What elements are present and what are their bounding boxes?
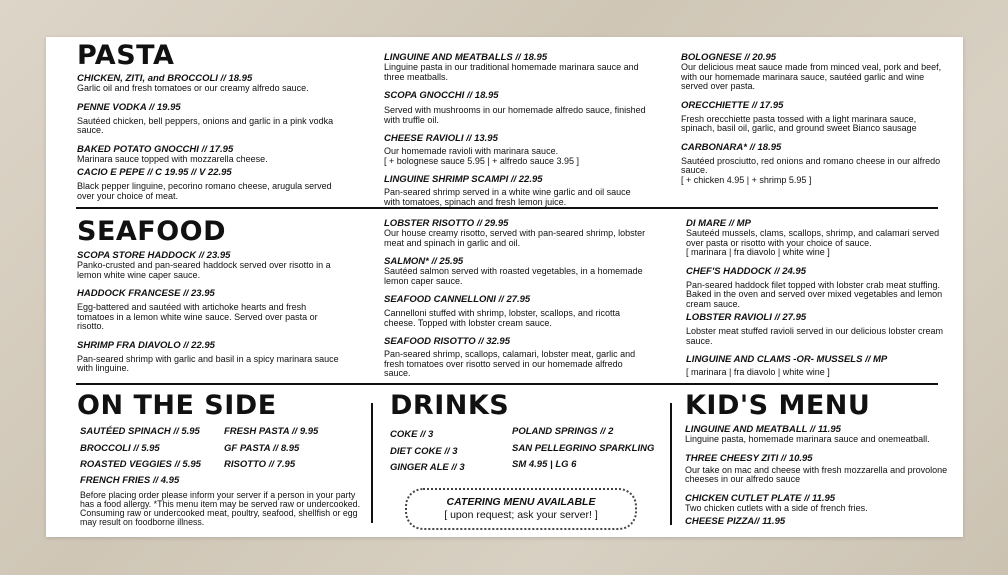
drink-item: COKE // 3 <box>390 429 434 440</box>
menu-item-name: SEAFOOD CANNELLONI // 27.95 <box>384 294 531 305</box>
side-item: GF PASTA // 8.95 <box>224 443 300 454</box>
divider <box>76 383 938 385</box>
drink-item: SM 4.95 | LG 6 <box>512 459 577 470</box>
menu-item-desc: Our homemade ravioli with marinara sauce. <box>384 146 559 156</box>
menu-item-desc: Fresh orecchiette pasta tossed with a light marinara sauce, spinach, basil oil, garlic, and ground sweet Bianco sausage <box>681 113 917 133</box>
menu-item-desc: Pan-seared shrimp served in a white wine garlic and oil sauce with tomatoes, spinach and fresh lemon juice. <box>384 187 631 207</box>
menu-item-name: THREE CHEESY ZITI // 10.95 <box>685 452 813 464</box>
side-item: ROASTED VEGGIES // 5.95 <box>80 459 201 470</box>
menu-item-name: CACIO E PEPE // C 19.95 // V 22.95 <box>77 167 232 178</box>
kids-title: KID'S MENU <box>685 390 871 421</box>
menu-item-desc: Marinara sauce topped with mozzarella cheese. <box>77 153 268 164</box>
drink-item: DIET COKE // 3 <box>390 446 458 457</box>
menu-item-name: BOLOGNESE // 20.95 <box>681 52 777 63</box>
menu-item-extra: [ + bolognese sauce 5.95 | + alfredo sauce 3.95 ] <box>384 155 579 166</box>
menu-item-desc: Pan-seared shrimp with garlic and basil in a spicy marinara sauce with linguine. <box>77 353 339 373</box>
drinks-title: DRINKS <box>390 390 510 421</box>
menu-item-name: LOBSTER RISOTTO // 29.95 <box>384 218 509 229</box>
menu-item-extra: [ + chicken 4.95 | + shrimp 5.95 ] <box>681 174 812 185</box>
menu-item-name: LOBSTER RAVIOLI // 27.95 <box>686 312 807 323</box>
menu-board <box>46 37 963 537</box>
menu-item-name: LINGUINE AND MEATBALLS // 18.95 <box>384 52 548 63</box>
menu-item-name: LINGUINE AND CLAMS -OR- MUSSELS // MP <box>686 354 888 365</box>
menu-item-name: CHICKEN, ZITI, and BROCCOLI // 18.95 <box>77 73 253 84</box>
menu-item-desc: Cannelloni stuffed with shrimp, lobster, scallops, and ricotta cheese. Topped with lobster cream sauce. <box>384 308 620 328</box>
menu-item-name: SALMON* // 25.95 <box>384 256 464 267</box>
side-item: FRENCH FRIES // 4.95 <box>80 475 180 486</box>
side-title: ON THE SIDE <box>77 390 277 421</box>
menu-item-name: LINGUINE AND MEATBALL // 11.95 <box>685 424 841 435</box>
menu-item-name: CHEF'S HADDOCK // 24.95 <box>686 265 806 277</box>
menu-item-desc: Garlic oil and fresh tomatoes or our creamy alfredo sauce. <box>77 83 309 93</box>
menu-item-name: SHRIMP FRA DIAVOLO // 22.95 <box>77 339 215 351</box>
menu-item-desc: Black pepper linguine, pecorino romano cheese, arugula served over your choice of meat. <box>77 181 332 201</box>
menu-item-desc: Linguine pasta, homemade marinara sauce and onemeatball. <box>685 434 930 444</box>
menu-item-desc: Served with mushrooms in our homemade alfredo sauce, finished with truffle oil. <box>384 105 646 125</box>
menu-item-desc: Panko-crusted and pan-seared haddock served over risotto in a lemon white wine caper sauce. <box>77 260 331 280</box>
seafood-column-2 <box>384 218 646 382</box>
menu-item-desc: Lobster meat stuffed ravioli served in our delicious lobster cream sauce. <box>686 326 943 346</box>
menu-item-desc: Linguine pasta in our traditional homemade marinara sauce and three meatballs. <box>384 62 639 82</box>
menu-item-name: SCOPA GNOCCHI // 18.95 <box>384 90 499 101</box>
side-item: BROCCOLI // 5.95 <box>80 443 160 454</box>
allergy-note: Before placing order please inform your server if a person in your party has a food allergy. *This menu item may be served raw or undercooked. Consuming raw or undercooked meat, poultry, seafood, shellfish or egg may result on foodborne illness. <box>80 490 361 527</box>
side-item: FRESH PASTA // 9.95 <box>224 426 319 437</box>
menu-item-name: CHEESE PIZZA// 11.95 <box>685 516 786 527</box>
menu-item-desc: Sautéed prosciutto, red onions and romano cheese in our alfredo sauce. <box>681 155 941 175</box>
menu-item-desc: Our take on mac and cheese with fresh mozzarella and provolone cheeses in our alfredo sauce <box>685 464 948 484</box>
drink-item: GINGER ALE // 3 <box>390 462 465 473</box>
menu-item-name: SCOPA STORE HADDOCK // 23.95 <box>77 250 231 261</box>
menu-item-desc: Pan-seared shrimp, scallops, calamari, lobster meat, garlic and fresh tomatoes over risotto served in our homemade alfredo sauce. <box>384 349 636 378</box>
menu-item-desc: Egg-battered and sautéed with artichoke hearts and fresh tomatoes in a lemon white wine sauce. Served over pasta or risotto. <box>77 302 318 331</box>
side-item: SAUTÉED SPINACH // 5.95 <box>80 426 200 437</box>
menu-item-name: SEAFOOD RISOTTO // 32.95 <box>384 336 510 347</box>
menu-item-extra: [ marinara | fra diavolo | white wine ] <box>686 367 830 377</box>
kids-column <box>685 392 955 527</box>
catering-subtitle: [ upon request; ask your server! ] <box>444 509 598 521</box>
divider <box>371 403 373 523</box>
catering-banner <box>405 488 637 530</box>
menu-item-desc: Sautéed salmon served with roasted vegetables, in a homemade lemon caper sauce. <box>384 266 643 286</box>
menu-item-name: DI MARE // MP <box>686 218 751 229</box>
menu-item-desc: Sauteéd mussels, clams, scallops, shrimp, and calamari served over pasta or risotto with your choice of sauce. <box>686 228 940 248</box>
menu-item-name: CARBONARA* // 18.95 <box>681 141 782 153</box>
menu-item-desc: Pan-seared haddock filet topped with lobster crab meat stuffing. Baked in the oven and served over mixed vegetables and lemon cream sauce. <box>686 279 943 309</box>
menu-item-name: CHICKEN CUTLET PLATE // 11.95 <box>685 492 836 504</box>
menu-item-name: ORECCHIETTE // 17.95 <box>681 99 784 111</box>
pasta-column-1 <box>77 42 337 204</box>
divider <box>76 207 938 209</box>
pasta-title: PASTA <box>77 40 175 71</box>
menu-item-extra: [ marinara | fra diavolo | white wine ] <box>686 247 830 257</box>
seafood-column-3 <box>686 218 948 381</box>
seafood-column-1 <box>77 218 339 377</box>
pasta-column-3 <box>681 52 943 188</box>
menu-item-name: HADDOCK FRANCESE // 23.95 <box>77 288 215 299</box>
menu-item-name: BAKED POTATO GNOCCHI // 17.95 <box>77 143 234 155</box>
menu-item-desc: Our delicious meat sauce made from minced veal, pork and beef, with our homemade marinara sauce, sautéed garlic and wine served over pasta. <box>681 62 942 91</box>
divider <box>670 403 672 525</box>
menu-item-name: PENNE VODKA // 19.95 <box>77 101 181 113</box>
menu-item-name: CHEESE RAVIOLI // 13.95 <box>384 133 498 144</box>
side-item: RISOTTO // 7.95 <box>224 459 296 470</box>
menu-item-desc: Sautéed chicken, bell peppers, onions and garlic in a pink vodka sauce. <box>77 115 334 135</box>
menu-item-desc: Two chicken cutlets with a side of french fries. <box>685 502 868 513</box>
drink-item: POLAND SPRINGS // 2 <box>512 426 614 437</box>
pasta-column-2 <box>384 52 646 210</box>
catering-title: CATERING MENU AVAILABLE <box>446 496 596 508</box>
drink-item: SAN PELLEGRINO SPARKLING <box>512 443 655 454</box>
seafood-title: SEAFOOD <box>77 216 227 247</box>
menu-item-name: LINGUINE SHRIMP SCAMPI // 22.95 <box>384 174 543 185</box>
menu-item-desc: Our house creamy risotto, served with pan-seared shrimp, lobster meat and spinach in garlic and oil. <box>384 228 646 248</box>
